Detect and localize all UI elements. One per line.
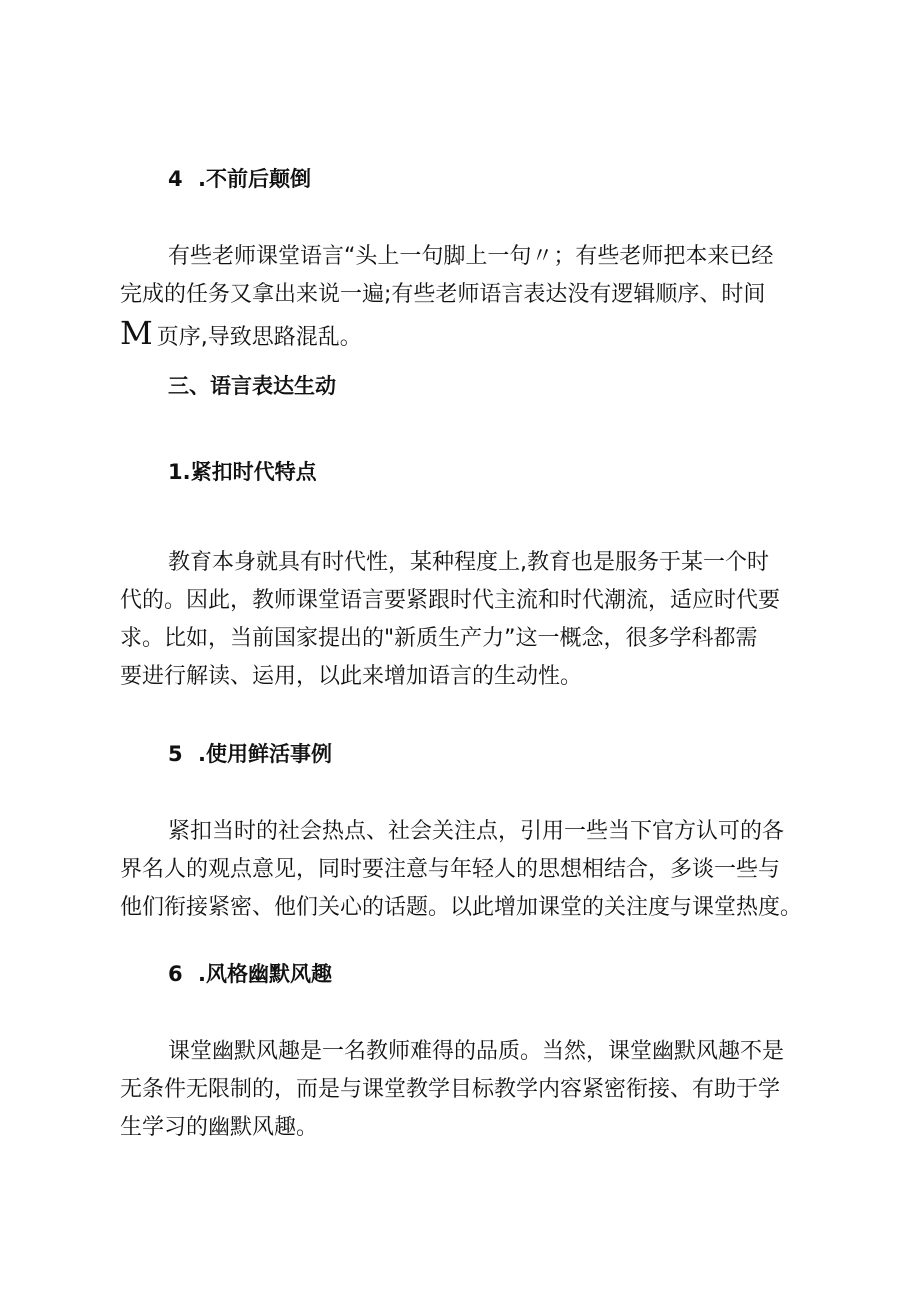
subsection-6-heading xyxy=(168,959,332,989)
section-4-title: .不前后颠倒 xyxy=(198,167,311,191)
paragraph-line: 代的。因此，教师课堂语言要紧跟时代主流和时代潮流，适应时代要 xyxy=(120,588,781,613)
subsection-6-paragraph xyxy=(120,1033,820,1147)
paragraph-line: 课堂幽默风趣是一名教师难得的品质。当然，课堂幽默风趣不是 xyxy=(168,1039,785,1064)
paragraph-line: 紧扣当时的社会热点、社会关注点，引用一些当下官方认可的各 xyxy=(168,819,785,844)
section-4-number: 4 xyxy=(168,167,183,191)
subsection-5-paragraph xyxy=(120,813,820,927)
section-three-heading: 三、语言表达生动 xyxy=(168,374,336,398)
subsection-1-paragraph xyxy=(120,544,820,696)
paragraph-line-3 xyxy=(120,314,820,352)
paragraph-line: 教育本身就具有时代性，某种程度上,教育也是服务于某一个时 xyxy=(168,550,769,575)
paragraph-line: 完成的任务又拿出来说一遍;有些老师语言表达没有逻辑顺序、时间 xyxy=(120,282,766,307)
paragraph-line: 他们衔接紧密、他们关心的话题。以此增加课堂的关注度与课堂热度。 xyxy=(120,895,803,920)
paragraph-line: 界名人的观点意见，同时要注意与年轻人的思想相结合，多谈一些与 xyxy=(120,857,781,882)
ocr-artifact-m: M xyxy=(120,314,153,352)
paragraph-line: 要进行解读、运用，以此来增加语言的生动性。 xyxy=(120,664,583,689)
paragraph-line-text: 页序,导致思路混乱。 xyxy=(156,325,362,350)
subsection-5-number: 5 xyxy=(168,742,183,766)
subsection-6-title: .风格幽默风趣 xyxy=(198,962,332,986)
subsection-5-heading xyxy=(168,739,332,769)
section-4-heading xyxy=(168,164,311,194)
subsection-1-heading: 1.紧扣时代特点 xyxy=(168,460,317,484)
subsection-5-title: .使用鲜活事例 xyxy=(198,742,332,766)
section-4-paragraph xyxy=(120,238,820,352)
paragraph-line: 生学习的幽默风趣。 xyxy=(120,1115,319,1140)
subsection-6-number: 6 xyxy=(168,962,183,986)
paragraph-line: 有些老师课堂语言“头上一句脚上一句〃；有些老师把本来已经 xyxy=(168,244,774,269)
paragraph-line: 求。比如，当前国家提出的"新质生产力”这一概念，很多学科都需 xyxy=(120,626,758,651)
paragraph-line: 无条件无限制的，而是与课堂教学目标教学内容紧密衔接、有助于学 xyxy=(120,1077,781,1102)
